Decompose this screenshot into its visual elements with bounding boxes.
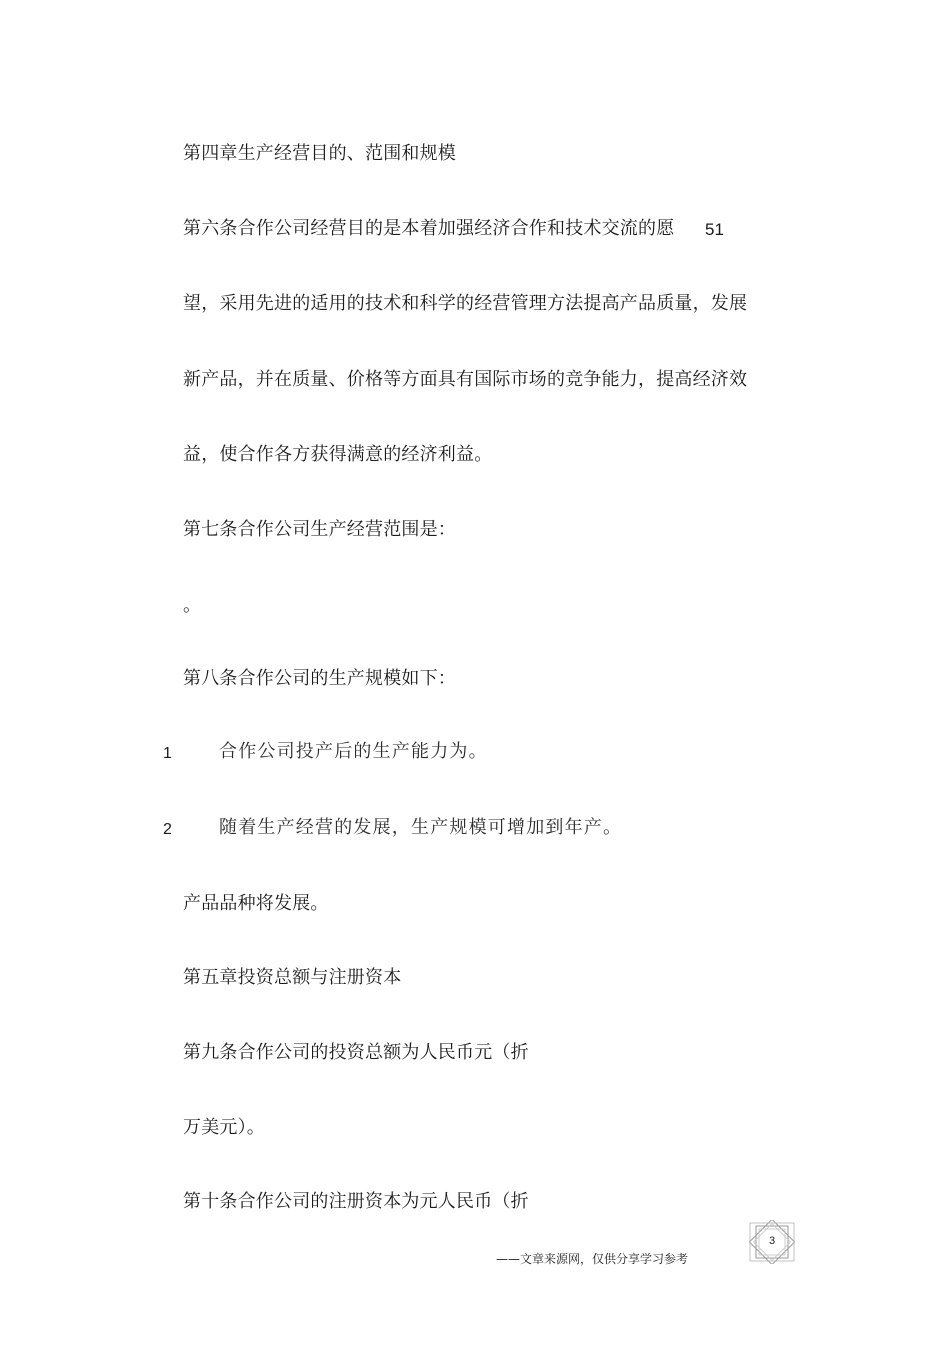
page-number-badge: [748, 1220, 796, 1264]
article-seven-blank: 。: [183, 595, 202, 616]
product-line: 产品品种将发展。: [183, 893, 329, 914]
article-six-line-3: 新产品，并在质量、价格等方面具有国际市场的竞争能力，提高经济效: [183, 369, 748, 390]
chapter-five-heading: 第五章投资总额与注册资本: [183, 967, 402, 988]
article-seven-line: 第七条合作公司生产经营范围是：: [183, 519, 456, 540]
list-item-1: 合作公司投产后的生产能力为。: [219, 741, 488, 762]
chapter-four-heading: 第四章生产经营目的、范围和规模: [183, 143, 456, 164]
side-page-number: 51: [705, 220, 724, 239]
list-item-2: 随着生产经营的发展，生产规模可增加到年产。: [219, 817, 623, 838]
footer-source-text: ——文章来源网，仅供分享学习参考: [496, 1252, 689, 1266]
page-number: 3: [768, 1235, 776, 1247]
article-six-line-1: 第六条合作公司经营目的是本着加强经济合作和技术交流的愿: [183, 218, 675, 239]
article-nine-line-1: 第九条合作公司的投资总额为人民币元（折: [183, 1042, 529, 1063]
article-nine-line-2: 万美元）。: [183, 1117, 265, 1138]
article-ten-line-1: 第十条合作公司的注册资本为元人民币（折: [183, 1191, 529, 1212]
list-marker-2: 2: [163, 821, 172, 838]
article-six-line-2: 望，采用先进的适用的技术和科学的经营管理方法提高产品质量，发展: [183, 293, 748, 314]
article-eight-line: 第八条合作公司的生产规模如下：: [183, 668, 456, 689]
article-six-line-4: 益，使合作各方获得满意的经济利益。: [183, 444, 493, 465]
list-marker-1: 1: [163, 745, 172, 762]
